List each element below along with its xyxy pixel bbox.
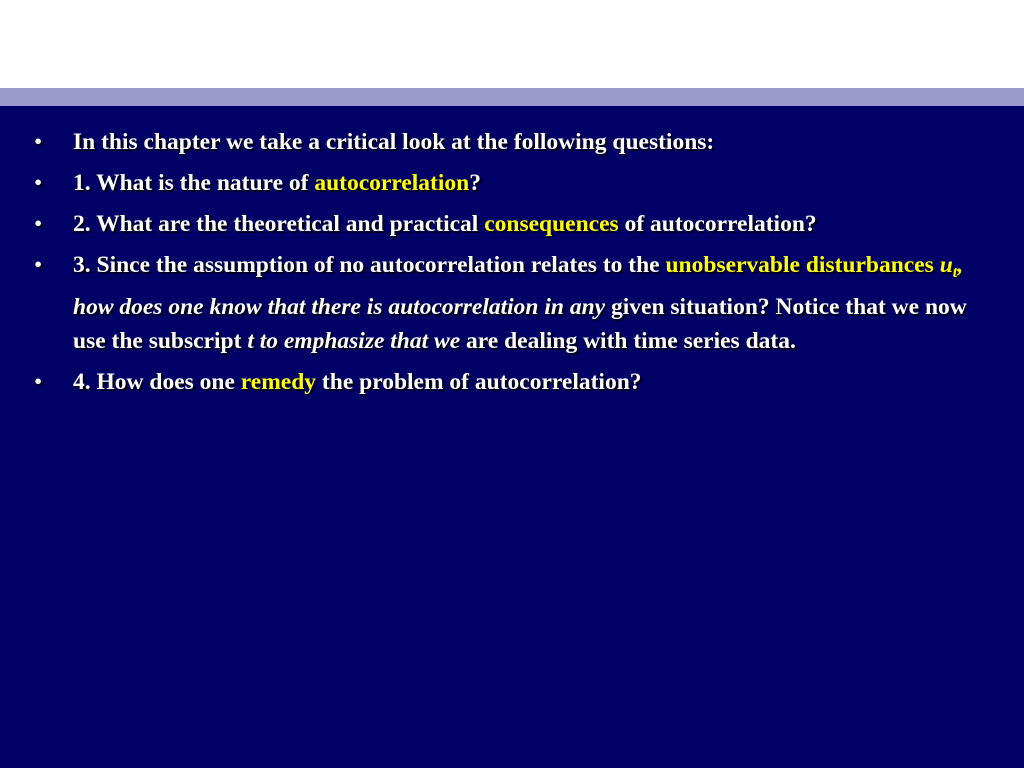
bullet-dot-icon: • bbox=[34, 170, 43, 196]
disturbance-variable bbox=[939, 252, 964, 281]
bullet-text: 4. How does one bbox=[73, 369, 241, 395]
bullet-item-question-2 bbox=[34, 207, 999, 241]
bullet-dot-icon: • bbox=[34, 252, 43, 278]
bullet-text-end: of autocorrelation? bbox=[618, 211, 817, 237]
bullet-text: 2. What are the theoretical and practical bbox=[73, 211, 485, 237]
bullet-text: 3. Since the assumption of no autocorrelation relates to the bbox=[73, 252, 666, 278]
highlight-term: unobservable disturbances bbox=[665, 252, 934, 278]
slide-title-area bbox=[0, 0, 1024, 88]
bullet-dot-icon: • bbox=[34, 129, 43, 155]
bullet-text-middle: given situation? Notice that we now use the subscript bbox=[73, 294, 967, 354]
bullet-item-intro bbox=[34, 125, 999, 159]
bullet-item-question-3 bbox=[34, 248, 999, 358]
bullet-text: In this chapter we take a critical look at the following questions: bbox=[73, 129, 715, 155]
bullet-text-end: the problem of autocorrelation? bbox=[316, 369, 642, 395]
variable-subscript: t bbox=[952, 264, 958, 281]
highlight-term: remedy bbox=[240, 369, 317, 395]
bullet-text-end: ? bbox=[469, 170, 481, 196]
bullet-item-question-4 bbox=[34, 365, 999, 399]
bullet-text-end: are dealing with time series data. bbox=[460, 328, 796, 354]
slide-content-area bbox=[0, 106, 1024, 768]
bullet-list bbox=[34, 125, 999, 406]
highlight-term: consequences bbox=[484, 211, 619, 237]
bullet-text: 1. What is the nature of bbox=[73, 170, 315, 196]
italic-emphasis: t to emphasize that we bbox=[247, 328, 461, 354]
bullet-dot-icon: • bbox=[34, 369, 43, 395]
bullet-dot-icon: • bbox=[34, 211, 43, 237]
italic-question: how does one know that there is autocorrelation in any bbox=[73, 294, 606, 320]
highlight-term: autocorrelation bbox=[314, 170, 470, 196]
bullet-item-question-1 bbox=[34, 166, 999, 200]
variable-base: u bbox=[939, 252, 953, 278]
variable-comma: , bbox=[957, 252, 964, 278]
header-divider-bar bbox=[0, 88, 1024, 106]
